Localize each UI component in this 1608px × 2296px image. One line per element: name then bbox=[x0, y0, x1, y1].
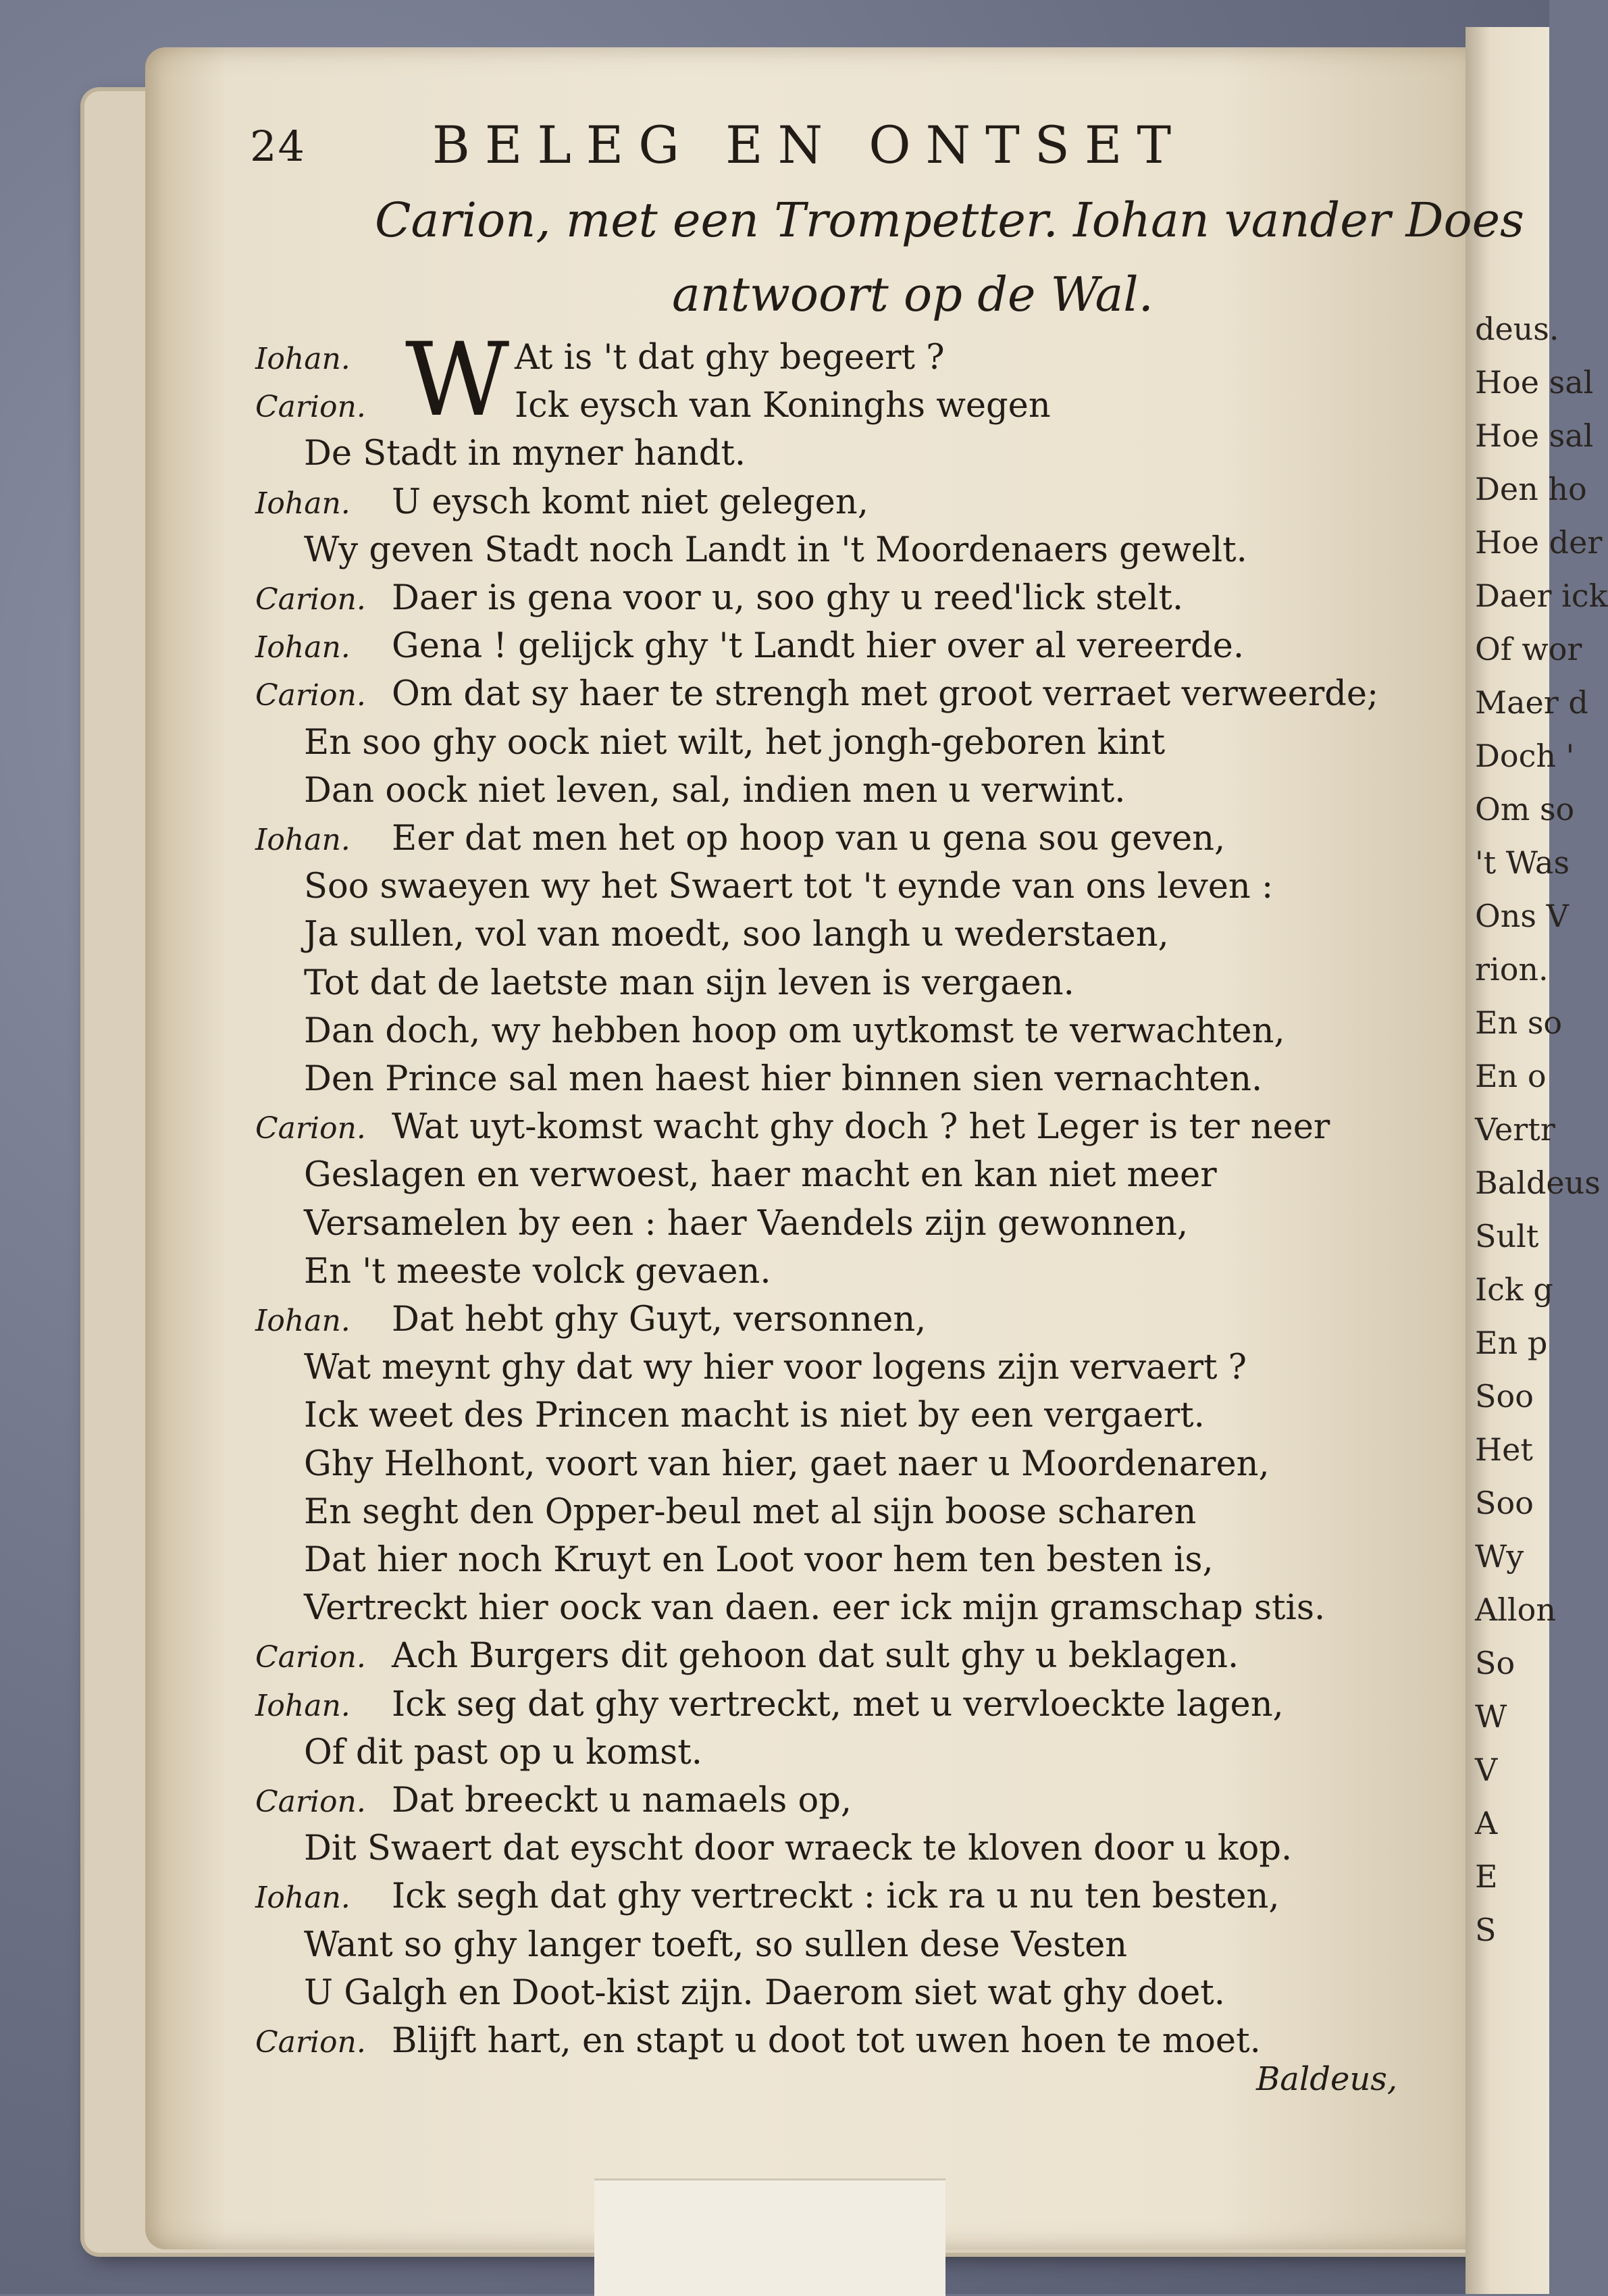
facing-page-fragment: Daer ick bbox=[1475, 578, 1608, 614]
speaker-label: Carion. bbox=[255, 390, 366, 425]
verse-line: Dan oock niet leven, sal, indien men u verwint. bbox=[304, 770, 1126, 811]
verse-line: Dat breeckt u namaels op, bbox=[392, 1781, 852, 1820]
running-title: BELEG EN ONTSET bbox=[432, 115, 1187, 175]
scene-heading-line-1: Carion, met een Trompetter. Iohan vander Does bbox=[375, 193, 1524, 248]
verse-line: Geslagen en verwoest, haer macht en kan niet meer bbox=[304, 1155, 1217, 1196]
facing-page-fragment: Soo bbox=[1475, 1378, 1534, 1414]
verse-line: En 't meeste volck gevaen. bbox=[304, 1251, 771, 1292]
facing-page-fragment: Ons V bbox=[1475, 898, 1569, 934]
facing-page-fragment: Den ho bbox=[1475, 471, 1587, 507]
speaker-label: Carion. bbox=[255, 1111, 366, 1146]
facing-page-fragment: Vertr bbox=[1475, 1111, 1555, 1148]
facing-page-fragment: Wy bbox=[1475, 1538, 1524, 1575]
facing-page-fragment: 't Was bbox=[1475, 844, 1570, 881]
speaker-label: Iohan. bbox=[255, 630, 351, 665]
verse-line: Want so ghy langer toeft, so sullen dese Vesten bbox=[304, 1924, 1128, 1965]
facing-page-fragment: rion. bbox=[1475, 951, 1549, 988]
facing-page-fragment: Het bbox=[1475, 1431, 1533, 1468]
verse-line: En seght den Opper-beul met al sijn boose scharen bbox=[304, 1491, 1197, 1532]
book-page bbox=[145, 47, 1489, 2249]
verse-line: De Stadt in myner handt. bbox=[304, 434, 746, 474]
speaker-label: Iohan. bbox=[255, 823, 351, 857]
speaker-label: Iohan. bbox=[255, 342, 351, 376]
verse-line: U eysch komt niet gelegen, bbox=[392, 482, 868, 522]
verse-line: Blijft hart, en stapt u doot tot uwen hoen te moet. bbox=[392, 2021, 1261, 2061]
facing-page-fragment: V bbox=[1475, 1752, 1498, 1788]
speaker-label: Carion. bbox=[255, 678, 366, 713]
facing-page-fragment: S bbox=[1475, 1912, 1497, 1948]
speaker-label: Carion. bbox=[255, 582, 366, 617]
facing-page-fragment: Hoe sal bbox=[1475, 364, 1594, 401]
verse-line: Ick weet des Princen macht is niet by een vergaert. bbox=[304, 1396, 1205, 1436]
verse-line: Ach Burgers dit gehoon dat sult ghy u beklagen. bbox=[392, 1636, 1239, 1677]
facing-page-fragment: Ick g bbox=[1475, 1271, 1553, 1308]
verse-line: Dat hier noch Kruyt en Loot voor hem ten besten is, bbox=[304, 1540, 1214, 1580]
facing-page-fragment: W bbox=[1475, 1698, 1507, 1735]
facing-page-fragment: Of wor bbox=[1475, 631, 1582, 667]
facing-page-fragment: Hoe der bbox=[1475, 524, 1603, 561]
verse-line: Vertreckt hier oock van daen. eer ick mijn gramschap stis. bbox=[304, 1588, 1326, 1629]
facing-page-fragment: En o bbox=[1475, 1058, 1547, 1094]
verse-line: Dit Swaert dat eyscht door wraeck te kloven door u kop. bbox=[304, 1829, 1293, 1869]
verse-line: Ghy Helhont, voort van hier, gaet naer u Moordenaren, bbox=[304, 1444, 1270, 1484]
verse-line: Daer is gena voor u, soo ghy u reed'lick stelt. bbox=[392, 578, 1184, 618]
facing-page-fragment: Sult bbox=[1475, 1218, 1539, 1254]
facing-page-fragment: Hoe sal bbox=[1475, 417, 1594, 454]
facing-page-fragment: So bbox=[1475, 1645, 1515, 1681]
verse-line: At is 't dat ghy begeert ? bbox=[515, 338, 945, 378]
facing-page-fragment: A bbox=[1475, 1805, 1498, 1841]
verse-line: Ick seg dat ghy vertreckt, met u vervloeckte lagen, bbox=[392, 1684, 1284, 1725]
speaker-label: Iohan. bbox=[255, 486, 351, 521]
verse-line: Dan doch, wy hebben hoop om uytkomst te verwachten, bbox=[304, 1011, 1285, 1051]
page-number: 24 bbox=[250, 122, 306, 171]
facing-page-fragment: E bbox=[1475, 1858, 1498, 1895]
verse-line: Om dat sy haer te strengh met groot verraet verweerde; bbox=[392, 674, 1379, 715]
speaker-label: Iohan. bbox=[255, 1304, 351, 1338]
scene-heading-line-2: antwoort op de Wal. bbox=[672, 267, 1153, 322]
facing-page-fragment: En so bbox=[1475, 1004, 1563, 1041]
verse-line: Versamelen by een : haer Vaendels zijn gewonnen, bbox=[304, 1203, 1189, 1244]
speaker-label: Iohan. bbox=[255, 1688, 351, 1723]
verse-line: Soo swaeyen wy het Swaert tot 't eynde van ons leven : bbox=[304, 867, 1274, 907]
catchword: Baldeus, bbox=[1256, 2060, 1398, 2098]
facing-page-fragment: Doch ' bbox=[1475, 738, 1575, 774]
verse-line: Tot dat de laetste man sijn leven is vergaen. bbox=[304, 963, 1074, 1003]
verse-line: Ja sullen, vol van moedt, soo langh u wederstaen, bbox=[304, 915, 1169, 955]
verse-line: Wy geven Stadt noch Landt in 't Moordenaers gewelt. bbox=[304, 530, 1247, 570]
drop-cap-initial: W bbox=[405, 322, 510, 439]
verse-line: Wat uyt-komst wacht ghy doch ? het Leger is ter neer bbox=[392, 1107, 1330, 1148]
verse-line: Eer dat men het op hoop van u gena sou geven, bbox=[392, 819, 1226, 859]
facing-page-fragment: Maer d bbox=[1475, 684, 1588, 721]
speaker-label: Carion. bbox=[255, 1640, 366, 1675]
verse-line: Gena ! gelijck ghy 't Landt hier over al vereerde. bbox=[392, 626, 1245, 667]
facing-page-fragment: deus. bbox=[1475, 311, 1559, 347]
facing-page-fragment: Om so bbox=[1475, 791, 1575, 827]
verse-line: U Galgh en Doot-kist zijn. Daerom siet wat ghy doet. bbox=[304, 1972, 1226, 2013]
facing-page-fragment: Soo bbox=[1475, 1485, 1534, 1521]
speaker-label: Carion. bbox=[255, 1785, 366, 1819]
facing-page-fragment: Allon bbox=[1475, 1591, 1556, 1628]
facing-page-fragment: En p bbox=[1475, 1325, 1548, 1361]
paper-tab bbox=[594, 2178, 945, 2296]
verse-line: Wat meynt ghy dat wy hier voor logens zijn vervaert ? bbox=[304, 1348, 1247, 1388]
verse-line: Of dit past op u komst. bbox=[304, 1732, 702, 1772]
verse-line: Ick segh dat ghy vertreckt : ick ra u nu ten besten, bbox=[392, 1877, 1280, 1917]
verse-line: En soo ghy oock niet wilt, het jongh-geboren kint bbox=[304, 722, 1166, 763]
facing-page bbox=[1466, 27, 1608, 2294]
speaker-label: Carion. bbox=[255, 2025, 366, 2060]
speaker-label: Iohan. bbox=[255, 1881, 351, 1916]
verse-line: Ick eysch van Koninghs wegen bbox=[515, 386, 1051, 426]
verse-line: Dat hebt ghy Guyt, versonnen, bbox=[392, 1300, 927, 1340]
verse-line: Den Prince sal men haest hier binnen sien vernachten. bbox=[304, 1059, 1263, 1099]
facing-page-fragment: Baldeus bbox=[1475, 1165, 1601, 1201]
